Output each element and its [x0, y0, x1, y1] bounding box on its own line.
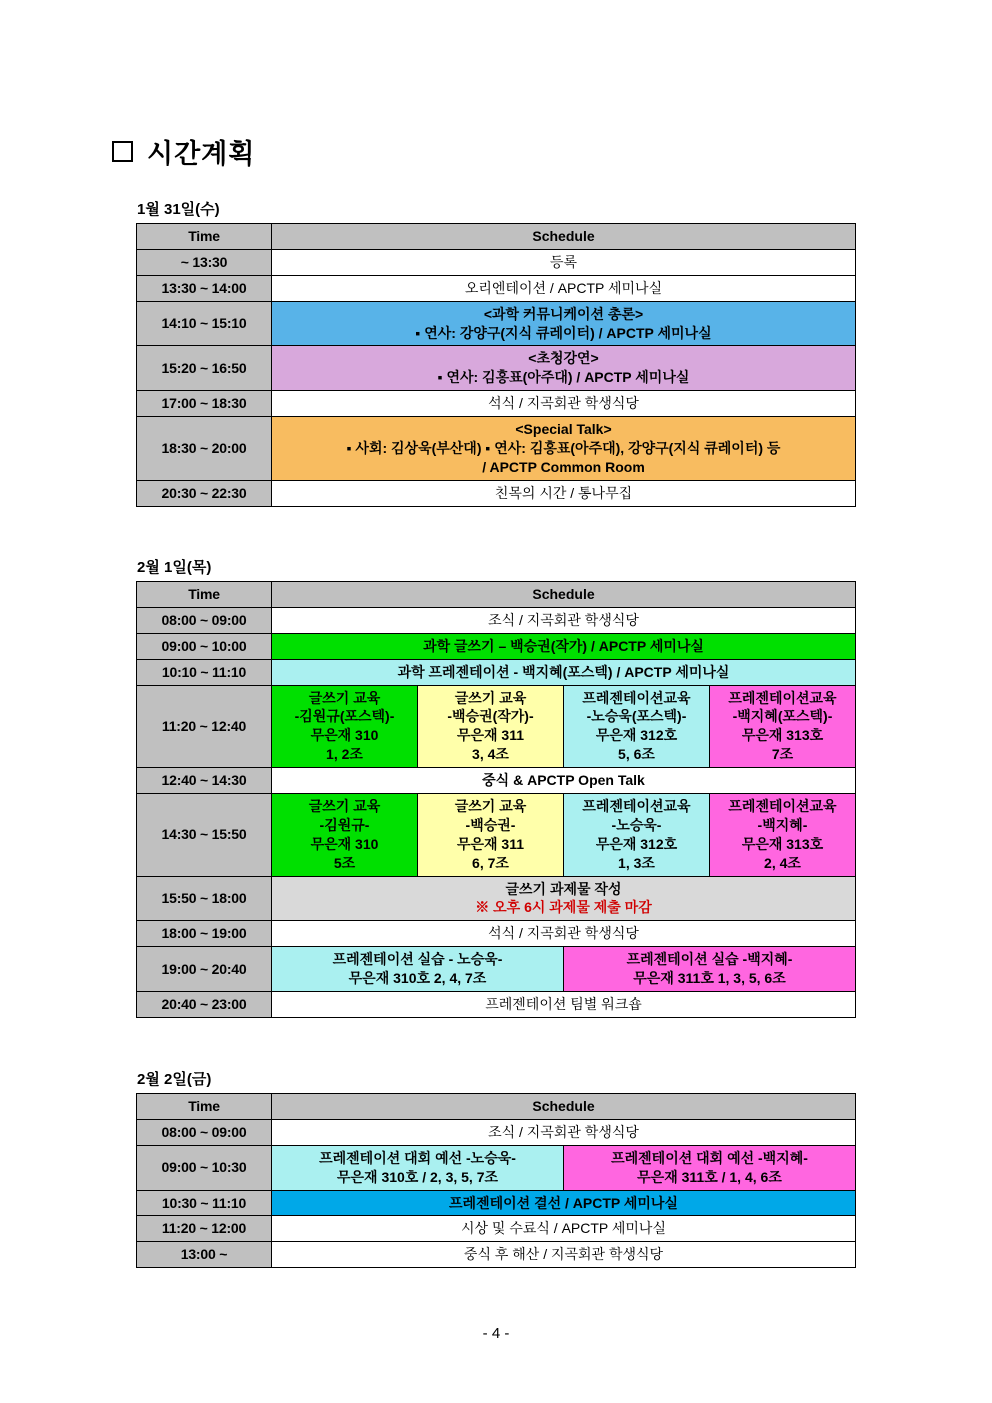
schedule-entry [272, 346, 856, 391]
column-header-time: Time [137, 1094, 272, 1120]
schedule-entry [272, 301, 856, 346]
schedule-time: 15:20 ~ 16:50 [137, 346, 272, 391]
cell-line: 중식 후 해산 / 지곡회관 학생식당 [463, 1246, 664, 1263]
table-header-row [137, 582, 856, 608]
cell-line: ▪ 연사: 강양구(지식 큐레이터) / APCTP 세미나실 [415, 324, 712, 341]
cell-line: 프레젠테이션 실습 - 노승욱- [332, 951, 503, 968]
cell-line: <Special Talk> [515, 421, 612, 438]
schedule-time: 20:40 ~ 23:00 [137, 992, 272, 1018]
schedule-time: 13:30 ~ 14:00 [137, 275, 272, 301]
cell-line: / APCTP Common Room [482, 458, 645, 475]
cell-line: 석식 / 지곡회관 학생식당 [488, 395, 639, 412]
cell-line: 무은재 311 [456, 727, 525, 744]
schedule-entry [272, 794, 418, 877]
schedule-time: 11:20 ~ 12:00 [137, 1216, 272, 1242]
cell-line: ▪ 사회: 김상욱(부산대) ▪ 연사: 김홍표(아주대), 강양구(지식 큐레이터) 등 [346, 440, 781, 457]
schedule-time: 18:00 ~ 19:00 [137, 921, 272, 947]
cell-line: 석식 / 지곡회관 학생식당 [488, 925, 639, 942]
cell-line: -노승욱- [611, 816, 662, 833]
schedule-time: 15:50 ~ 18:00 [137, 876, 272, 921]
schedule-entry [272, 685, 418, 768]
schedule-entry [272, 768, 856, 794]
schedule-entry [564, 947, 856, 992]
cell-line: 6, 7조 [472, 854, 509, 871]
table-row [137, 1190, 856, 1216]
schedule-time: 14:30 ~ 15:50 [137, 794, 272, 877]
schedule-entry [564, 685, 710, 768]
cell-line: 무은재 312호 [595, 835, 678, 852]
cell-line: <과학 커뮤니케이션 총론> [483, 305, 644, 322]
page-title-text: 시간계획 [147, 139, 256, 169]
schedule-entry [272, 607, 856, 633]
cell-line: 5, 6조 [618, 746, 655, 763]
cell-line: 글쓰기 교육 [308, 689, 381, 706]
schedule-section-day3 [136, 1068, 856, 1268]
table-row [137, 921, 856, 947]
schedule-entry [710, 794, 856, 877]
cell-line: -노승욱(포스텍)- [586, 708, 687, 725]
schedule-entry [272, 391, 856, 417]
schedule-time: 18:30 ~ 20:00 [137, 417, 272, 481]
schedule-entry [272, 480, 856, 506]
schedule-entry [418, 685, 564, 768]
schedule-time: 19:00 ~ 20:40 [137, 947, 272, 992]
schedule-time: 11:20 ~ 12:40 [137, 685, 272, 768]
schedule-entry [272, 417, 856, 481]
schedule-entry [272, 275, 856, 301]
cell-line: 무은재 311호 1, 3, 5, 6조 [633, 970, 786, 987]
schedule-time: 09:00 ~ 10:30 [137, 1145, 272, 1190]
schedule-time: 17:00 ~ 18:30 [137, 391, 272, 417]
cell-line: 프레젠테이션 결선 / APCTP 세미나실 [449, 1194, 678, 1211]
table-row [137, 1119, 856, 1145]
schedule-time: 08:00 ~ 09:00 [137, 1119, 272, 1145]
cell-line: <초청강연> [528, 350, 599, 367]
table-row [137, 417, 856, 481]
cell-line: 프레젠테이션 대회 예선 -백지혜- [611, 1149, 808, 1166]
cell-line: -백지혜- [757, 816, 808, 833]
cell-line: 5조 [333, 854, 356, 871]
page-footer: - 4 - [482, 1325, 510, 1342]
cell-line: 프레젠테이션교육 [728, 798, 837, 815]
cell-line: 무은재 313호 [741, 727, 824, 744]
cell-line: 무은재 312호 [595, 727, 678, 744]
schedule-entry [272, 992, 856, 1018]
schedule-time: 08:00 ~ 09:00 [137, 607, 272, 633]
schedule-time: 13:00 ~ [137, 1242, 272, 1268]
cell-line: 무은재 310호 / 2, 3, 5, 7조 [336, 1168, 499, 1185]
page-title [112, 132, 255, 171]
cell-line: -백승권(작가)- [447, 708, 534, 725]
cell-line: -김원규- [319, 816, 370, 833]
cell-line: 무은재 311호 / 1, 4, 6조 [637, 1168, 782, 1185]
table-row [137, 391, 856, 417]
cell-line: 시상 및 수료식 / APCTP 세미나실 [460, 1220, 666, 1237]
cell-line: 프레젠테이션교육 [728, 689, 837, 706]
schedule-entry [272, 249, 856, 275]
cell-line: 과학 글쓰기 – 백승권(작가) / APCTP 세미나실 [423, 637, 704, 654]
day-label: 2월 1일(목) [137, 559, 212, 576]
cell-line: 프레젠테이션교육 [582, 798, 691, 815]
schedule-entry [418, 794, 564, 877]
day-label: 2월 2일(금) [137, 1071, 212, 1088]
cell-line: 1, 2조 [326, 746, 363, 763]
cell-line: 등록 [549, 253, 578, 270]
table-row [137, 346, 856, 391]
column-header-time: Time [137, 582, 272, 608]
schedule-entry [272, 947, 564, 992]
cell-line: 프레젠테이션교육 [582, 689, 691, 706]
schedule-table [136, 1093, 856, 1268]
schedule-table [136, 223, 856, 507]
schedule-time: 10:30 ~ 11:10 [137, 1190, 272, 1216]
table-row [137, 768, 856, 794]
column-header-time: Time [137, 224, 272, 250]
table-row [137, 1216, 856, 1242]
cell-line: 글쓰기 과제물 작성 [505, 880, 622, 897]
schedule-time: 09:00 ~ 10:00 [137, 633, 272, 659]
table-row [137, 607, 856, 633]
schedule-entry [272, 921, 856, 947]
cell-line: ▪ 연사: 김홍표(아주대) / APCTP 세미나실 [437, 369, 690, 386]
table-row [137, 992, 856, 1018]
table-row [137, 480, 856, 506]
cell-line: 프레젠테이션 팀별 워크숍 [485, 996, 642, 1013]
table-row [137, 685, 856, 768]
cell-line: 오리엔테이션 / APCTP 세미나실 [464, 279, 663, 296]
schedule-entry [272, 1119, 856, 1145]
schedule-table [136, 581, 856, 1018]
cell-line: 무은재 311 [456, 835, 525, 852]
cell-line: ※ 오후 6시 과제물 제출 마감 [475, 899, 652, 916]
table-header-row [137, 1094, 856, 1120]
schedule-entry [272, 1216, 856, 1242]
cell-line: -백지혜(포스텍)- [732, 708, 833, 725]
table-row [137, 275, 856, 301]
table-row [137, 659, 856, 685]
cell-line: 프레젠테이션 실습 -백지혜- [626, 951, 793, 968]
table-row [137, 1242, 856, 1268]
schedule-time: 20:30 ~ 22:30 [137, 480, 272, 506]
cell-line: 조식 / 지곡회관 학생식당 [488, 611, 639, 628]
schedule-entry [272, 1145, 564, 1190]
table-header-row [137, 224, 856, 250]
schedule-entry [272, 659, 856, 685]
day-label: 1월 31일(수) [137, 201, 220, 218]
cell-line: 무은재 310호 2, 4, 7조 [348, 970, 487, 987]
schedule-entry [272, 633, 856, 659]
cell-line: 중식 & APCTP Open Talk [482, 772, 645, 789]
table-row [137, 794, 856, 877]
cell-line: 조식 / 지곡회관 학생식당 [488, 1123, 639, 1140]
table-row [137, 947, 856, 992]
cell-line: 글쓰기 교육 [308, 798, 381, 815]
checkbox-icon [112, 141, 133, 162]
column-header-schedule: Schedule [272, 582, 856, 608]
cell-line: -백승권- [465, 816, 516, 833]
schedule-time: 14:10 ~ 15:10 [137, 301, 272, 346]
schedule-section-day2 [136, 556, 856, 1018]
cell-line: 2, 4조 [764, 854, 801, 871]
cell-line: -김원규(포스텍)- [294, 708, 395, 725]
cell-line: 친목의 시간 / 통나무집 [494, 484, 633, 501]
schedule-entry [272, 1190, 856, 1216]
cell-line: 무은재 313호 [741, 835, 824, 852]
schedule-time: 10:10 ~ 11:10 [137, 659, 272, 685]
schedule-entry [564, 794, 710, 877]
cell-line: 1, 3조 [618, 854, 655, 871]
column-header-schedule: Schedule [272, 224, 856, 250]
cell-line: 글쓰기 교육 [454, 689, 527, 706]
table-row [137, 633, 856, 659]
schedule-entry [710, 685, 856, 768]
cell-line: 3, 4조 [472, 746, 509, 763]
table-row [137, 1145, 856, 1190]
table-row [137, 876, 856, 921]
column-header-schedule: Schedule [272, 1094, 856, 1120]
schedule-section-day1 [136, 198, 856, 507]
schedule-time: ~ 13:30 [137, 249, 272, 275]
cell-line: 무은재 310 [310, 835, 379, 852]
schedule-time: 12:40 ~ 14:30 [137, 768, 272, 794]
cell-line: 과학 프레젠테이션 - 백지혜(포스텍) / APCTP 세미나실 [397, 663, 730, 680]
schedule-entry [564, 1145, 856, 1190]
cell-line: 7조 [771, 746, 794, 763]
cell-line: 프레젠테이션 대회 예선 -노승욱- [319, 1149, 516, 1166]
cell-line: 글쓰기 교육 [454, 798, 527, 815]
table-row [137, 249, 856, 275]
cell-line: 무은재 310 [310, 727, 379, 744]
table-row [137, 301, 856, 346]
schedule-entry [272, 1242, 856, 1268]
schedule-entry [272, 876, 856, 921]
